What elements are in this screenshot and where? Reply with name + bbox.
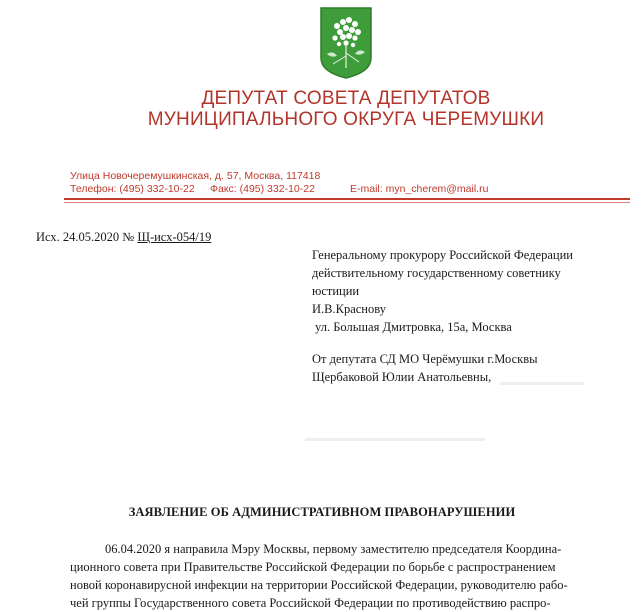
fax-text: Факс: (495) 332-10-22 bbox=[210, 183, 315, 195]
document-body bbox=[70, 540, 630, 612]
org-title-line2: МУНИЦИПАЛЬНОГО ОКРУГА ЧЕРЕМУШКИ bbox=[147, 109, 545, 130]
sender-line: От депутата СД МО Черёмушки г.Москвы bbox=[312, 352, 538, 366]
outgoing-number bbox=[36, 230, 211, 245]
header-divider-thin bbox=[64, 202, 630, 203]
coat-of-arms-icon bbox=[319, 6, 373, 80]
redacted-field bbox=[500, 382, 584, 385]
addressee-line: Генеральному прокурору Российской Федерации bbox=[312, 248, 573, 262]
email-link[interactable]: E-mail: myn_cherem@mail.ru bbox=[350, 183, 489, 195]
body-line: чей группы Государственного совета Российской Федерации по противодействию распро- bbox=[70, 596, 551, 610]
redacted-field bbox=[305, 438, 485, 441]
org-title-line1: ДЕПУТАТ СОВЕТА ДЕПУТАТОВ bbox=[201, 88, 491, 109]
addressee-line: ул. Большая Дмитровка, 15а, Москва bbox=[315, 320, 512, 334]
outgoing-prefix: Исх. 24.05.2020 № bbox=[36, 230, 135, 244]
sender-block bbox=[312, 350, 538, 386]
document-title: ЗАЯВЛЕНИЕ ОБ АДМИНИСТРАТИВНОМ ПРАВОНАРУШЕНИИ bbox=[128, 505, 516, 519]
addressee-line: действительному государственному советнику bbox=[312, 266, 561, 280]
header-divider bbox=[64, 198, 630, 200]
body-line: 06.04.2020 я направила Мэру Москвы, первому заместителю председателя Координа- bbox=[105, 542, 562, 556]
addressee-line: юстиции bbox=[312, 284, 360, 298]
address-text: Улица Новочеремушкинская, д. 57, Москва, 117418 bbox=[70, 170, 321, 182]
addressee-line: И.В.Краснову bbox=[312, 302, 386, 316]
body-line: новой коронавирусной инфекции на территории Российской Федерации, руководителю рабо- bbox=[70, 578, 568, 592]
contact-line bbox=[70, 183, 488, 195]
outgoing-reference: Щ-исх-054/19 bbox=[137, 230, 212, 244]
phone-text: Телефон: (495) 332-10-22 bbox=[70, 183, 195, 195]
sender-line: Щербаковой Юлии Анатольевны, bbox=[312, 370, 492, 384]
addressee-block bbox=[312, 246, 573, 336]
body-line: ционного совета при Правительстве Российской Федерации по борьбе с распространением bbox=[70, 560, 556, 574]
